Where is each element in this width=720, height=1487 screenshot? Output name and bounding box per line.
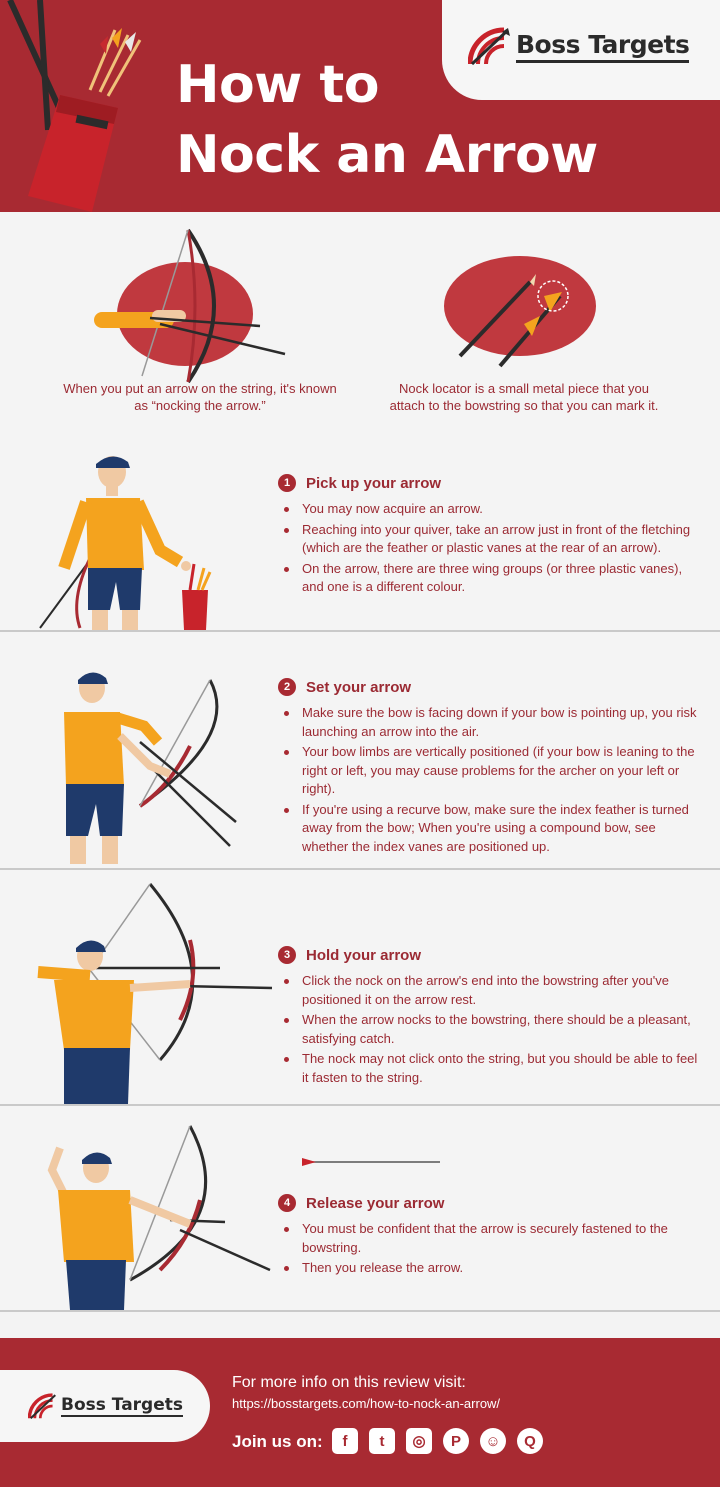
footer-brand-name: Boss Targets xyxy=(61,1395,183,1415)
nocking-arrow-illustration xyxy=(90,226,290,386)
list-item: When the arrow nocks to the bowstring, there should be a pleasant, satisfying catch. xyxy=(280,1011,704,1048)
target-arrow-icon xyxy=(468,26,512,66)
instagram-icon[interactable]: ◎ xyxy=(406,1428,432,1454)
title-line-1: How to xyxy=(176,55,379,115)
step-2-section xyxy=(0,632,720,868)
archer-set-arrow-illustration xyxy=(40,666,250,866)
list-item: Then you release the arrow. xyxy=(280,1259,692,1278)
divider xyxy=(0,1310,720,1312)
facebook-icon[interactable]: f xyxy=(332,1428,358,1454)
title-line-2: Nock an Arrow xyxy=(176,125,598,185)
footer-logo-box xyxy=(0,1370,210,1442)
step-2-title: Set your arrow xyxy=(306,678,412,696)
twitter-icon[interactable]: t xyxy=(369,1428,395,1454)
step-1-section xyxy=(0,448,720,630)
archer-release-arrow-illustration xyxy=(30,1120,290,1310)
step-1-number: 1 xyxy=(278,474,296,492)
step-1-title: Pick up your arrow xyxy=(306,474,442,492)
list-item: You may now acquire an arrow. xyxy=(280,500,700,519)
more-info-text: For more info on this review visit: xyxy=(232,1374,466,1391)
quiver-illustration xyxy=(0,0,160,212)
quora-icon[interactable]: Q xyxy=(517,1428,543,1454)
step-3-header xyxy=(278,946,421,964)
intro-caption-right: Nock locator is a small metal piece that you attach to the bowstring so that you can mark it. xyxy=(389,381,659,413)
step-4-section xyxy=(0,1106,720,1310)
list-item: Reaching into your quiver, take an arrow just in front of the fletching (which are the feather or plastic vanes at the rear of an arrow). xyxy=(280,521,700,558)
step-4-title: Release your arrow xyxy=(306,1194,445,1212)
step-3-section xyxy=(0,870,720,1104)
nock-locator-illustration xyxy=(440,256,610,376)
intro-caption-left: When you put an arrow on the string, it's known as “nocking the arrow.” xyxy=(63,381,337,413)
step-1-bullets xyxy=(280,500,700,599)
step-3-title: Hold your arrow xyxy=(306,946,422,964)
step-4-bullets xyxy=(280,1220,692,1280)
list-item: You must be confident that the arrow is securely fastened to the bowstring. xyxy=(280,1220,692,1257)
step-4-header xyxy=(278,1194,444,1212)
list-item: Click the nock on the arrow's end into the bowstring after you've positioned it on the arrow rest. xyxy=(280,972,704,1009)
intro-section xyxy=(0,212,720,448)
list-item: Make sure the bow is facing down if your bow is pointing up, you risk launching an arrow into the air. xyxy=(280,704,704,741)
review-url-link[interactable]: https://bosstargets.com/how-to-nock-an-arrow/ xyxy=(232,1396,501,1411)
pinterest-icon[interactable]: P xyxy=(443,1428,469,1454)
step-3-bullets xyxy=(280,972,704,1089)
archer-pick-arrow-illustration xyxy=(30,450,230,630)
header-logo-box xyxy=(442,0,720,100)
reddit-icon[interactable]: ☺ xyxy=(480,1428,506,1454)
brand-name: Boss Targets xyxy=(516,30,689,63)
step-3-number: 3 xyxy=(278,946,296,964)
list-item: If you're using a recurve bow, make sure the index feather is turned away from the bow; When you're using a compound bow, see whether the index vanes are positioned up. xyxy=(280,801,704,857)
step-2-bullets xyxy=(280,704,704,858)
footer xyxy=(0,1338,720,1487)
target-arrow-icon xyxy=(28,1392,58,1420)
brand-logo[interactable] xyxy=(468,26,689,66)
step-2-header xyxy=(278,678,411,696)
header-banner xyxy=(0,0,720,212)
list-item: Your bow limbs are vertically positioned (if your bow is leaning to the right or left, you may cause problems for the archer on your left or right). xyxy=(280,743,704,799)
flying-arrow-icon xyxy=(302,1156,442,1168)
archer-hold-arrow-illustration xyxy=(30,880,280,1104)
list-item: On the arrow, there are three wing groups (or three plastic vanes), and one is a different colour. xyxy=(280,560,700,597)
step-1-header xyxy=(278,474,441,492)
step-4-number: 4 xyxy=(278,1194,296,1212)
list-item: The nock may not click onto the string, but you should be able to feel it fasten to the string. xyxy=(280,1050,704,1087)
step-2-number: 2 xyxy=(278,678,296,696)
join-us-label: Join us on: xyxy=(232,1432,323,1451)
footer-brand-logo[interactable] xyxy=(28,1392,183,1420)
